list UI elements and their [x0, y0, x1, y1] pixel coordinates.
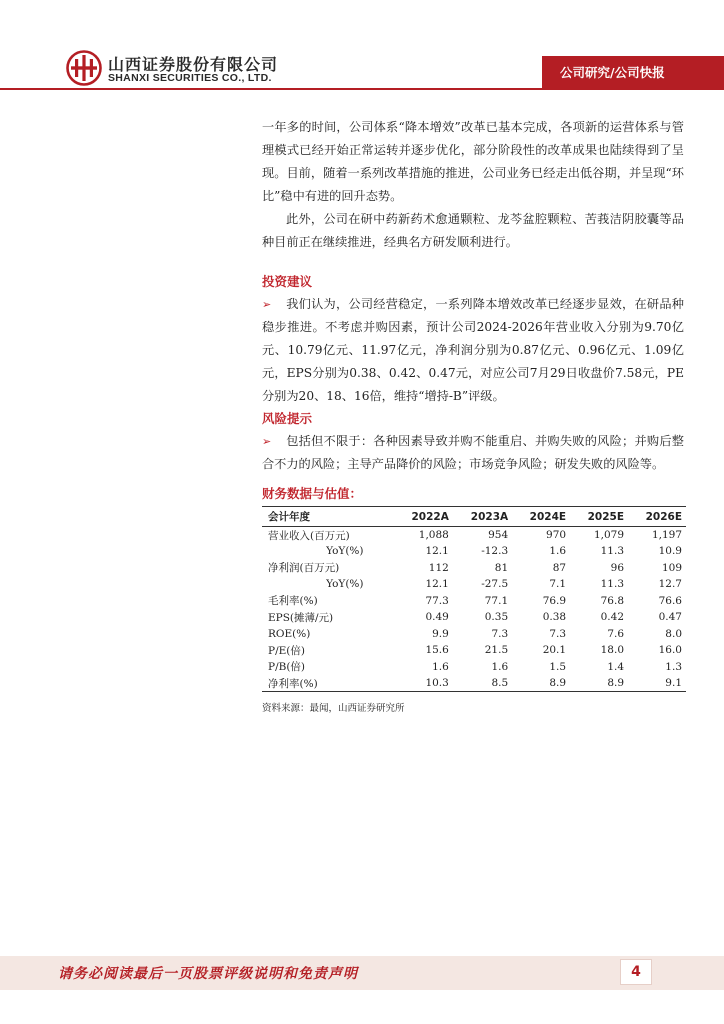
table-cell: 12.1: [425, 578, 449, 591]
invest-advice-text: 我们认为，公司经营稳定，一系列降本增效改革已经逐步显效，在研品种稳步推进。不考虑并购因素，预计公司2024-2026年营业收入分别为9.70亿元、10.79亿元、11.97亿元，净利润分别为0.87亿元、0.96亿元、1.09亿元，EPS分别为0.38、0.42、0.47元，对应公司7月29日收盘价7.58元，PE分别为20、18、16倍，维持“增持-B”评级。: [262, 297, 684, 403]
table-header-row: [262, 507, 686, 527]
risk-paragraph: [262, 430, 684, 476]
table-source-note: 资料来源：最闻，山西证券研究所: [262, 703, 405, 714]
table-cell: 1.6: [549, 545, 567, 558]
table-cell: 7.3: [549, 627, 567, 640]
table-cell: 0.49: [425, 611, 449, 624]
table-cell: 0.47: [658, 611, 682, 624]
table-row: [262, 527, 686, 544]
table-cell: 7.3: [491, 627, 509, 640]
invest-advice-heading: 投资建议: [262, 274, 313, 289]
row-label: P/E(倍): [268, 644, 305, 657]
table-cell: 8.9: [570, 675, 628, 692]
table-cell: 109: [661, 561, 682, 574]
table-row: [262, 659, 686, 676]
table-cell: 7.6: [607, 627, 625, 640]
table-header-cell: 会计年度: [262, 507, 394, 527]
row-label: 净利率(%): [262, 675, 394, 692]
table-cell: 18.0: [600, 644, 625, 657]
table-cell: 0.42: [600, 611, 625, 624]
table-cell: 970: [546, 529, 567, 541]
table-cell: 16.0: [658, 644, 682, 657]
arrow-bullet-icon: ➢: [262, 435, 272, 448]
table-header-cell: 2026E: [628, 507, 686, 527]
arrow-bullet-icon: ➢: [262, 298, 272, 311]
table-cell: 77.3: [425, 594, 449, 607]
table-row: [262, 626, 686, 643]
row-label: 毛利率(%): [268, 595, 318, 608]
table-cell: 76.6: [658, 594, 682, 607]
table-cell: 15.6: [425, 644, 449, 657]
row-label: YoY(%): [326, 578, 364, 591]
table-row: [262, 576, 686, 593]
report-type-label: 公司研究/公司快报: [560, 65, 665, 80]
table-row: [262, 642, 686, 659]
table-cell: 12.1: [425, 545, 449, 558]
risk-heading: 风险提示: [262, 411, 313, 426]
page-header: [0, 0, 724, 100]
table-row: [262, 675, 686, 692]
table-cell: 10.3: [394, 675, 453, 692]
table-cell: 81: [494, 561, 509, 574]
page-number: 4: [620, 959, 652, 985]
table-header-cell: 2025E: [570, 507, 628, 527]
table-cell: 20.1: [542, 644, 567, 657]
report-body: [262, 116, 684, 476]
table-header-cell: 2024E: [512, 507, 570, 527]
table-cell: 87: [552, 561, 567, 574]
table-cell: 1,079: [593, 529, 625, 541]
table-cell: 76.9: [542, 594, 567, 607]
table-cell: 1.6: [432, 660, 449, 673]
table-cell: 1,088: [418, 529, 449, 541]
table-cell: 1.5: [549, 660, 567, 673]
row-label: P/B(倍): [268, 661, 306, 674]
table-cell: 96: [610, 561, 625, 574]
table-cell: 954: [488, 529, 509, 541]
table-cell: 11.3: [600, 578, 625, 591]
table-cell: 11.3: [600, 545, 625, 558]
table-cell: 1.3: [665, 660, 682, 673]
company-name-cn: 山西证券股份有限公司: [108, 55, 279, 74]
financial-table: [262, 506, 686, 692]
table-cell: 8.9: [512, 675, 570, 692]
table-row: [262, 560, 686, 577]
row-label: 净利润(百万元): [268, 562, 340, 575]
table-cell: 12.7: [658, 578, 682, 591]
company-name-en: SHANXI SECURITIES CO., LTD.: [108, 72, 272, 84]
table-cell: 1,197: [651, 529, 682, 541]
table-header-cell: 2022A: [394, 507, 453, 527]
table-cell: 1.6: [491, 660, 509, 673]
row-label: YoY(%): [326, 545, 364, 558]
body-paragraph-1: 一年多的时间，公司体系“降本增效”改革已基本完成，各项新的运营体系与管理模式已经开始正常运转并逐步优化，部分阶段性的改革成果也陆续得到了呈现。目前，随着一系列改革措施的推进，公司业务已经走出低谷期，并呈现“环比”稳中有进的回升态势。: [262, 120, 684, 203]
header-divider: [0, 88, 724, 90]
table-cell: -27.5: [481, 578, 509, 591]
table-cell: 9.9: [432, 627, 449, 640]
table-row: [262, 593, 686, 610]
table-cell: 7.1: [549, 578, 567, 591]
table-cell: 21.5: [484, 644, 509, 657]
table-header-cell: 2023A: [453, 507, 512, 527]
table-cell: 8.0: [665, 627, 682, 640]
table-row: [262, 543, 686, 560]
table-cell: 77.1: [484, 594, 509, 607]
row-label: EPS(摊薄/元): [268, 611, 334, 624]
body-paragraph-2: 此外，公司在研中药新药术愈通颗粒、龙芩盆腔颗粒、苦莪洁阴胶囊等品种目前正在继续推进，经典名方研发顺利进行。: [262, 212, 684, 249]
shanxi-securities-logo-icon: [66, 50, 102, 86]
table-cell: 112: [428, 561, 449, 574]
table-cell: 10.9: [658, 545, 682, 558]
financial-table-title: 财务数据与估值：: [262, 486, 363, 501]
table-cell: 0.35: [484, 611, 509, 624]
row-label: ROE(%): [268, 627, 311, 640]
table-row: [262, 609, 686, 626]
row-label: 营业收入(百万元): [268, 529, 350, 542]
table-cell: -12.3: [481, 545, 509, 558]
table-cell: 1.4: [607, 660, 625, 673]
table-cell: 8.5: [453, 675, 512, 692]
table-cell: 9.1: [628, 675, 686, 692]
invest-advice-paragraph: [262, 293, 684, 408]
table-cell: 76.8: [600, 594, 625, 607]
table-cell: 0.38: [542, 611, 567, 624]
risk-text: 包括但不限于：各种因素导致并购不能重启、并购失败的风险；并购后整合不力的风险；主导产品降价的风险；市场竞争风险；研发失败的风险等。: [262, 434, 684, 471]
footer-disclaimer: 请务必阅读最后一页股票评级说明和免责声明: [58, 966, 358, 982]
